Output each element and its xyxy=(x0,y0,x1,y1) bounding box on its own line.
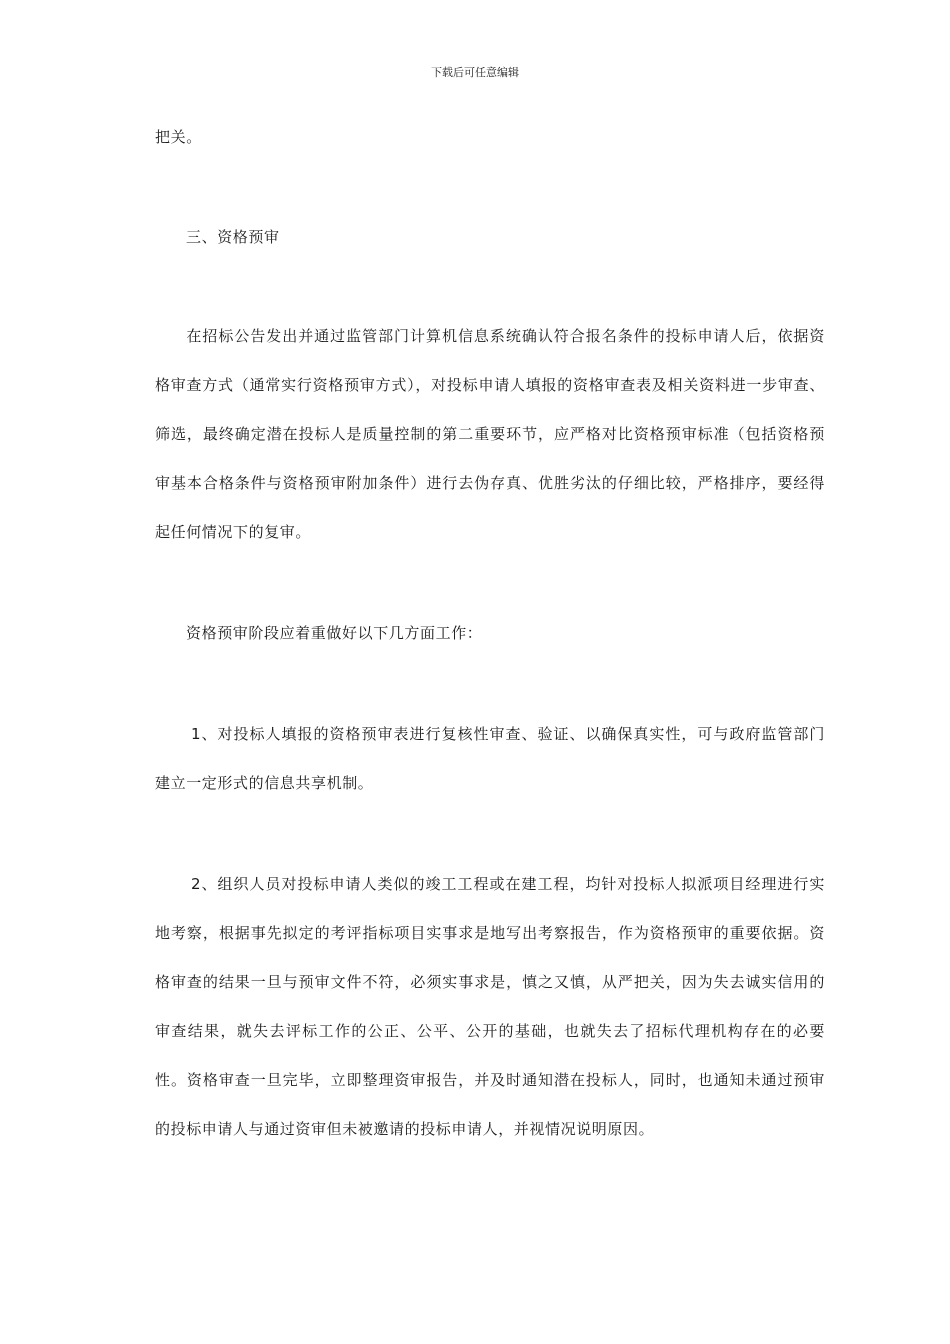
list-item-2 xyxy=(155,860,825,1154)
paragraph-intro xyxy=(155,312,825,557)
paragraph-continuation-text: 把关。 xyxy=(155,128,202,146)
list-item-1 xyxy=(155,710,825,808)
section-heading-text: 三、资格预审 xyxy=(186,228,280,246)
paragraph-continuation xyxy=(155,113,825,162)
list-item-1-text: 1、对投标人填报的资格预审表进行复核性审查、验证、以确保真实性，可与政府监管部门建立一定形式的信息共享机制。 xyxy=(155,725,825,792)
paragraph-intro-text: 在招标公告发出并通过监管部门计算机信息系统确认符合报名条件的投标申请人后，依据资格审查方式（通常实行资格预审方式），对投标申请人填报的资格审查表及相关资料进一步审查、筛选，最终确定潜在投标人是质量控制的第二重要环节，应严格对比资格预审标准（包括资格预审基本合格条件与资格预审附加条件）进行去伪存真、优胜劣汰的仔细比较，严格排序，要经得起任何情况下的复审。 xyxy=(155,327,825,541)
list-item-2-text: 2、组织人员对投标申请人类似的竣工工程或在建工程，均针对投标人拟派项目经理进行实地考察，根据事先拟定的考评指标项目实事求是地写出考察报告，作为资格预审的重要依据。资格审查的结果一旦与预审文件不符，必须实事求是，慎之又慎，从严把关，因为失去诚实信用的审查结果，就失去评标工作的公正、公平、公开的基础，也就失去了招标代理机构存在的必要性。资格审查一旦完毕，立即整理资审报告，并及时通知潜在投标人，同时，也通知未通过预审的投标申请人与通过资审但未被邀请的投标申请人，并视情况说明原因。 xyxy=(155,875,825,1138)
paragraph-stage xyxy=(155,609,825,658)
paragraph-stage-text: 资格预审阶段应着重做好以下几方面工作： xyxy=(186,624,483,642)
section-heading xyxy=(155,213,825,262)
page-header-note: 下载后可任意编辑 xyxy=(431,66,519,79)
